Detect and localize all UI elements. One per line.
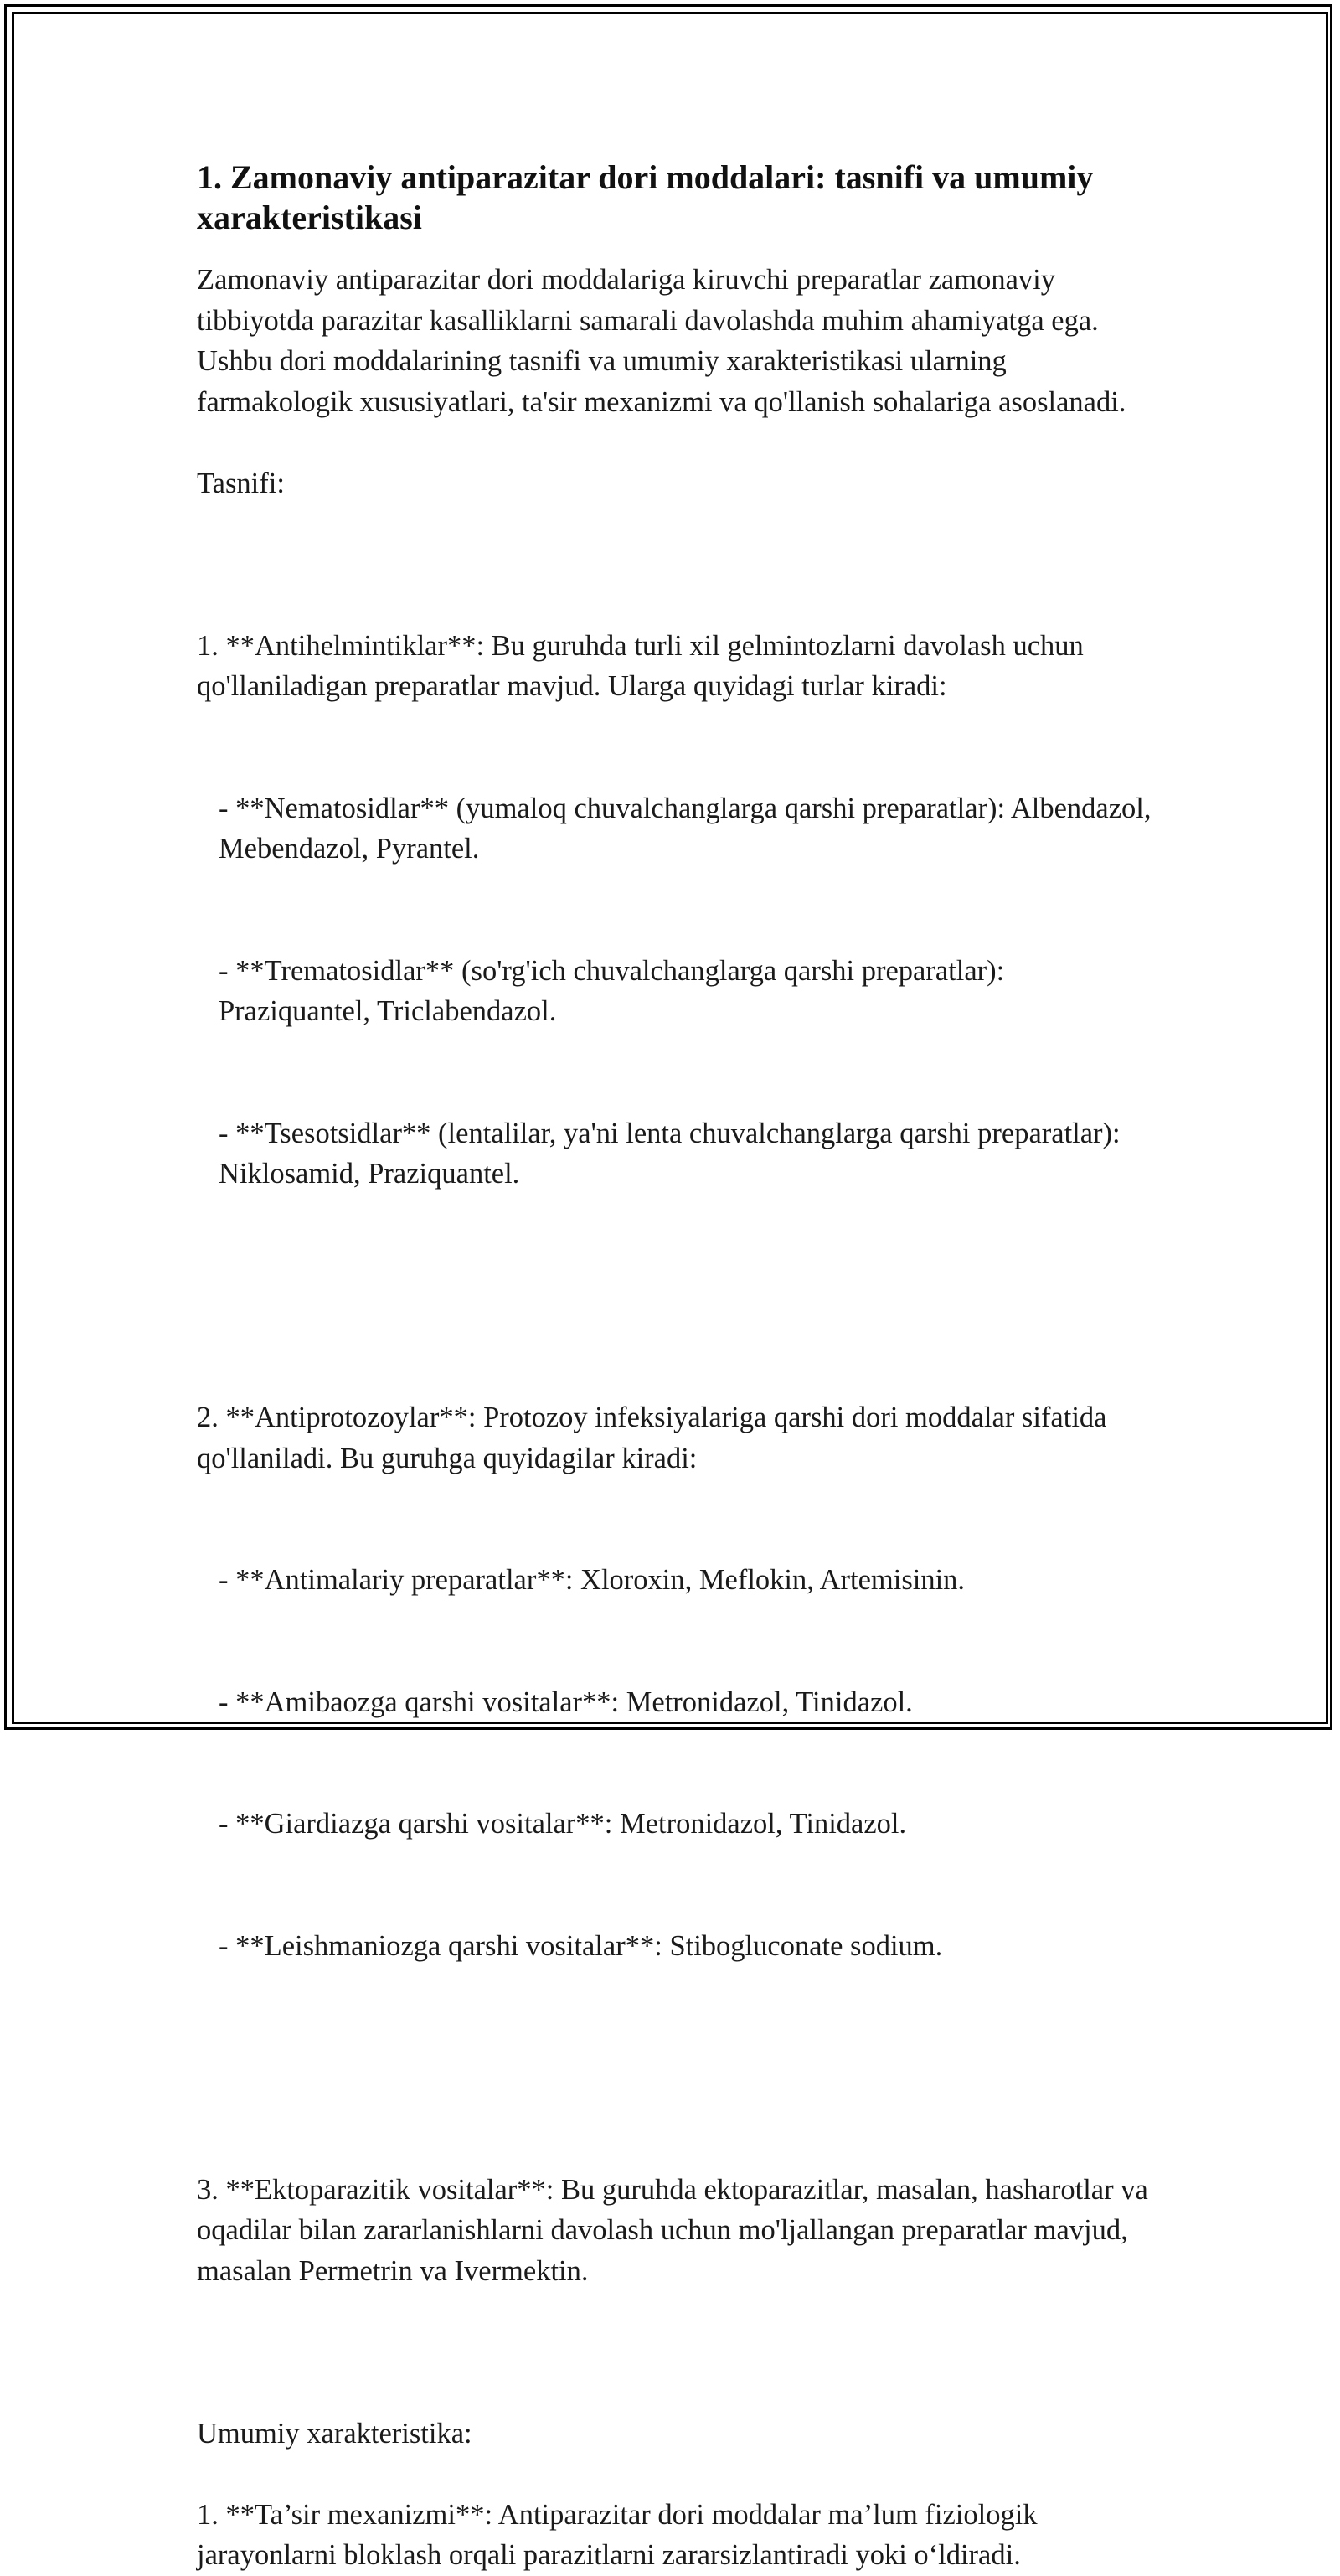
group-ectoparasitics (197, 2088, 1156, 2373)
spacer (197, 2454, 1152, 2495)
list-item: - **Antimalariy preparatlar**: Xloroxin, Meflokin, Artemisinin. (219, 1564, 966, 1596)
list-item: - **Nematosidlar** (yumaloq chuvalchanglarga qarshi preparatlar): Albendazol, Mebendazol, Pyrantel. (219, 792, 1159, 865)
list-item: - **Tsesotsidlar** (lentalilar, ya'ni lenta chuvalchanglarga qarshi preparatlar): Niklosamid, Praziquantel. (219, 1117, 1128, 1190)
spacer (197, 2047, 1152, 2088)
spacer (197, 1276, 1152, 1317)
spacer (197, 2372, 1152, 2413)
group-antiprotozoals (197, 1316, 1152, 2047)
document-body (197, 157, 1159, 2576)
classification-label: Tasnifi: (197, 467, 285, 499)
list-item: - **Trematosidlar** (so'rg'ich chuvalchanglarga qarshi preparatlar): Praziquantel, Triclabendazol. (219, 954, 1012, 1027)
group-antihelmintics (197, 545, 1159, 1276)
document-heading: 1. Zamonaviy antiparazitar dori moddalari: tasnifi va umumiy xarakteristikasi (197, 158, 1094, 236)
spacer (197, 422, 1152, 463)
list-item: - **Giardiazga qarshi vositalar**: Metronidazol, Tinidazol. (219, 1808, 907, 1840)
list-item: - **Amibaozga qarshi vositalar**: Metronidazol, Tinidazol. (219, 1685, 913, 1718)
general-characteristics-label: Umumiy xarakteristika: (197, 2417, 472, 2450)
spacer (197, 503, 1152, 545)
list-item: - **Leishmaniozga qarshi vositalar**: Stibogluconate sodium. (219, 1929, 943, 1962)
group-intro: 3. **Ektoparazitik vositalar**: Bu guruhda ektoparazitlar, masalan, hasharotlar va oqadilar bilan zararlanishlarni davolash uchun mo'ljallangan preparatlar mavjud, masalan Permetrin va Ivermektin. (197, 2173, 1156, 2287)
group-intro: 2. **Antiprotozoylar**: Protozoy infeksiyalariga qarshi dori moddalar sifatida qo'llaniladi. Bu guruhga quyidagilar kiradi: (197, 1402, 1115, 1474)
group-intro: 1. **Antihelmintiklar**: Bu guruhda turli xil gelmintozlarni davolash uchun qo'llaniladigan preparatlar mavjud. Ularga quyidagi turlar kiradi: (197, 629, 1091, 702)
intro-paragraph: Zamonaviy antiparazitar dori moddalariga kiruvchi preparatlar zamonaviy tibbiyotda parazitar kasalliklarni samarali davolashda muhim ahamiyatga ega. Ushbu dori moddalarining tasnifi va umumiy xarakteristikasi ularning farmakologik xususiyatlari, ta'sir mexanizmi va qo'llanish sohalariga asoslanadi. (197, 264, 1126, 418)
characteristic-item: 1. **Ta’sir mexanizmi**: Antiparazitar dori moddalar ma’lum fiziologik jarayonlarni bloklash orqali parazitlarni zararsizlantiradi yoki o‘ldiradi. (197, 2498, 1045, 2571)
